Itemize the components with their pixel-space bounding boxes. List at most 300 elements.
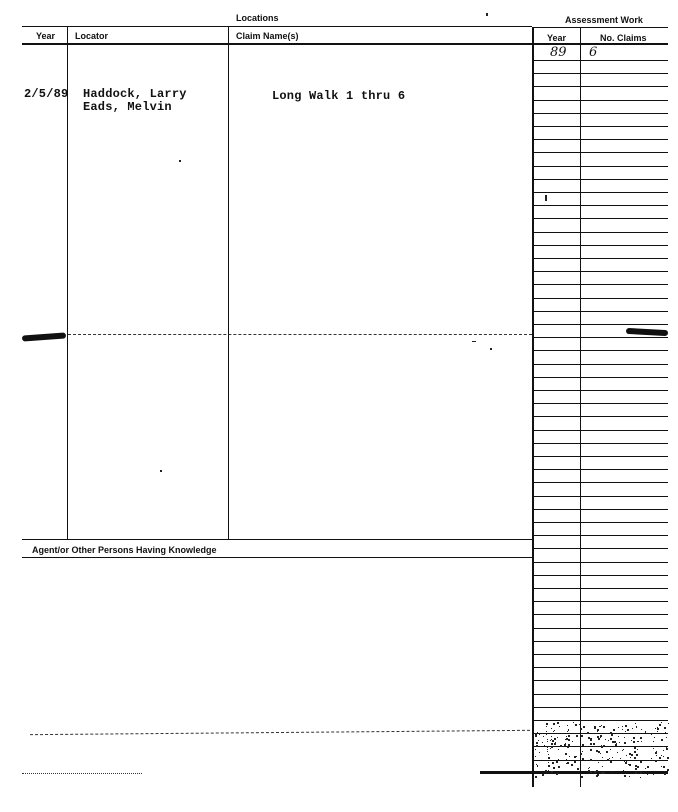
- noise-dot: [582, 758, 584, 760]
- noise-dot: [647, 766, 649, 768]
- noise-dot: [630, 757, 631, 758]
- assessment-row-line: [533, 205, 668, 206]
- noise-dot: [556, 773, 558, 775]
- assessment-year-claims-divider: [580, 27, 581, 787]
- noise-dot: [651, 758, 652, 759]
- noise-dot: [547, 739, 548, 740]
- noise-dot: [566, 759, 567, 760]
- assessment-year-column-header: Year: [547, 33, 567, 43]
- assessment-row-line: [533, 562, 668, 563]
- assessment-row-line: [533, 113, 668, 114]
- assessment-row-line: [533, 628, 668, 629]
- noise-dot: [640, 777, 641, 778]
- noise-dot: [625, 731, 626, 732]
- noise-dot: [553, 723, 555, 725]
- noise-dot: [635, 723, 636, 724]
- assessment-row-line: [533, 575, 668, 576]
- noise-dot: [582, 744, 584, 746]
- speck: [472, 341, 476, 342]
- noise-dot: [551, 743, 553, 745]
- noise-dot: [610, 761, 612, 763]
- noise-dot: [587, 732, 589, 734]
- noise-dot: [624, 737, 625, 738]
- noise-dot: [655, 752, 657, 754]
- assessment-row-line: [533, 416, 668, 417]
- noise-dot: [663, 766, 665, 768]
- noise-dot: [603, 726, 605, 728]
- noise-dot: [546, 731, 547, 732]
- noise-dot: [634, 747, 636, 749]
- noise-dot: [593, 743, 595, 745]
- noise-dot: [589, 767, 590, 768]
- noise-dot: [537, 732, 538, 733]
- locator-column-header: Locator: [75, 31, 109, 41]
- assessment-row-line: [533, 298, 668, 299]
- noise-dot: [565, 753, 567, 755]
- noise-dot: [653, 741, 654, 742]
- noise-dot: [542, 774, 544, 776]
- assessment-row-line: [533, 232, 668, 233]
- noise-dot: [567, 762, 569, 764]
- noise-dot: [590, 739, 592, 741]
- noise-dot: [665, 732, 666, 733]
- noise-dot: [597, 774, 599, 776]
- assessment-row-line: [533, 720, 668, 721]
- noise-dot: [614, 741, 616, 743]
- agent-section-label: Agent/or Other Persons Having Knowledge: [32, 545, 217, 555]
- locator-claim-divider: [228, 27, 229, 539]
- noise-dot: [597, 731, 598, 732]
- noise-dot: [602, 766, 603, 767]
- noise-dot: [661, 739, 663, 741]
- assessment-row-line: [533, 614, 668, 615]
- noise-dot: [583, 726, 585, 728]
- speck: [179, 160, 181, 162]
- noise-dot: [606, 751, 608, 753]
- noise-dot: [546, 723, 548, 725]
- assessment-row-line: [533, 350, 668, 351]
- assessment-row-line: [533, 641, 668, 642]
- noise-dot: [624, 742, 626, 744]
- assessment-row-line: [533, 311, 668, 312]
- noise-dot: [617, 752, 618, 753]
- noise-dot: [574, 756, 576, 758]
- assessment-row-line: [533, 218, 668, 219]
- assessment-row-line: [533, 667, 668, 668]
- noise-dot: [543, 736, 544, 737]
- noise-dot: [636, 754, 638, 756]
- assessment-row-line: [533, 509, 668, 510]
- assessment-row-line: [533, 86, 668, 87]
- noise-dot: [663, 756, 664, 757]
- noise-dot: [645, 768, 646, 769]
- noise-dot: [637, 741, 638, 742]
- noise-dot: [558, 749, 559, 750]
- noise-dot: [582, 733, 583, 734]
- noise-dot: [553, 767, 555, 769]
- noise-dot: [654, 737, 655, 738]
- assessment-row-line: [533, 73, 668, 74]
- header-top-rule: [22, 26, 532, 27]
- noise-dot: [612, 757, 613, 758]
- noise-dot: [631, 754, 633, 756]
- noise-dot: [568, 744, 570, 746]
- noise-dot: [546, 773, 547, 774]
- noise-dot: [551, 771, 553, 773]
- entry-date: 2/5/89: [24, 87, 69, 101]
- noise-dot: [609, 758, 610, 759]
- noise-dot: [546, 734, 547, 735]
- noise-dot: [645, 732, 646, 733]
- noise-dot: [565, 739, 566, 740]
- noise-dot: [664, 771, 665, 772]
- noise-dot: [626, 755, 627, 756]
- noise-dot: [611, 738, 612, 739]
- noise-dot: [551, 746, 553, 748]
- noise-dot: [598, 751, 600, 753]
- assessment-row-line: [533, 403, 668, 404]
- noise-dot: [567, 731, 568, 732]
- noise-dot: [629, 764, 631, 766]
- noise-dot: [590, 759, 592, 761]
- noise-dot: [548, 770, 549, 771]
- assessment-row-line: [533, 760, 668, 761]
- noise-dot: [657, 728, 659, 730]
- noise-dot: [664, 773, 666, 775]
- noise-dot: [637, 749, 638, 750]
- noise-dot: [542, 742, 543, 743]
- noise-dot: [576, 756, 577, 757]
- assessment-row-line: [533, 364, 668, 365]
- noise-dot: [625, 762, 627, 764]
- noise-dot: [651, 734, 652, 735]
- noise-dot: [650, 746, 651, 747]
- noise-dot: [548, 765, 550, 767]
- noise-dot: [535, 776, 537, 778]
- speck: [160, 470, 162, 472]
- noise-dot: [536, 742, 538, 744]
- noise-dot: [635, 772, 637, 774]
- noise-dot: [594, 726, 596, 728]
- bottom-dashed-line: [30, 730, 530, 735]
- noise-dot: [552, 740, 554, 742]
- assessment-row-line: [533, 284, 668, 285]
- noise-dot: [571, 764, 573, 766]
- noise-dot: [559, 726, 560, 727]
- noise-dot: [547, 751, 548, 752]
- noise-dot: [550, 748, 551, 749]
- noise-dot: [552, 762, 554, 764]
- noise-dot: [588, 737, 590, 739]
- assessment-row-line: [533, 535, 668, 536]
- noise-dot: [600, 726, 601, 727]
- noise-dot: [659, 724, 661, 726]
- locator-name-1: Haddock, Larry: [83, 87, 187, 101]
- noise-dot: [588, 768, 589, 769]
- assessment-row-line: [533, 430, 668, 431]
- noise-dot: [603, 772, 605, 774]
- assessment-row-line: [533, 271, 668, 272]
- noise-dot: [556, 761, 558, 763]
- noise-dot: [575, 724, 577, 726]
- noise-dot: [600, 753, 601, 754]
- footer-dashed-line: [22, 773, 142, 774]
- assessment-claims-value: 6: [589, 45, 598, 60]
- year-column-header: Year: [36, 31, 56, 41]
- noise-dot: [567, 725, 568, 726]
- noise-dot: [601, 725, 602, 726]
- noise-dot: [560, 745, 562, 747]
- assessment-row-line: [533, 139, 668, 140]
- noise-dot: [588, 770, 590, 772]
- noise-dot: [596, 770, 597, 771]
- middle-dashed-line: [68, 334, 532, 335]
- noise-dot: [619, 742, 620, 743]
- claim-names-column-header: Claim Name(s): [236, 31, 299, 41]
- noise-dot: [661, 755, 662, 756]
- noise-dot: [581, 776, 583, 778]
- noise-dot: [598, 738, 600, 740]
- assessment-work-header: Assessment Work: [565, 15, 643, 25]
- noise-dot: [623, 770, 624, 771]
- noise-dot: [553, 731, 554, 732]
- noise-dot: [547, 747, 548, 748]
- noise-dot: [620, 758, 621, 759]
- agent-label-rule: [22, 557, 532, 558]
- noise-dot: [568, 735, 570, 737]
- noise-dot: [638, 741, 639, 742]
- noise-dot: [566, 736, 567, 737]
- noise-dot: [568, 739, 570, 741]
- assessment-row-line: [533, 166, 668, 167]
- noise-dot: [667, 769, 669, 771]
- noise-dot: [565, 743, 566, 744]
- noise-dot: [551, 736, 552, 737]
- noise-dot: [572, 741, 573, 742]
- assessment-row-line: [533, 707, 668, 708]
- noise-dot: [661, 766, 662, 767]
- noise-dot: [625, 773, 626, 774]
- noise-dot: [545, 770, 547, 772]
- noise-dot: [616, 743, 617, 744]
- noise-dot: [551, 739, 552, 740]
- noise-dot: [657, 731, 658, 732]
- noise-dot: [580, 728, 582, 730]
- no-claims-column-header: No. Claims: [600, 33, 647, 43]
- noise-dot: [558, 766, 560, 768]
- noise-dot: [573, 722, 574, 723]
- noise-dot: [655, 728, 656, 729]
- right-bracket-mark: [626, 328, 668, 336]
- claim-assessment-divider: [532, 27, 534, 787]
- noise-dot: [618, 736, 619, 737]
- noise-dot: [664, 727, 666, 729]
- assessment-row-line: [533, 680, 668, 681]
- noise-dot: [558, 759, 559, 760]
- noise-dot: [535, 735, 537, 737]
- noise-dot: [610, 749, 611, 750]
- noise-dot: [557, 737, 558, 738]
- noise-dot: [539, 752, 540, 753]
- noise-dot: [629, 753, 631, 755]
- noise-dot: [631, 740, 632, 741]
- noise-dot: [612, 741, 614, 743]
- noise-dot: [569, 756, 570, 757]
- noise-dot: [535, 749, 536, 750]
- noise-dot: [564, 744, 566, 746]
- noise-dot: [567, 746, 569, 748]
- noise-dot: [590, 771, 592, 773]
- noise-dot: [544, 745, 545, 746]
- noise-dot: [547, 749, 548, 750]
- noise-dot: [548, 762, 549, 763]
- noise-dot: [625, 725, 627, 727]
- noise-dot: [580, 753, 582, 755]
- noise-dot: [548, 754, 549, 755]
- assessment-row-line: [533, 522, 668, 523]
- assessment-row-line: [533, 100, 668, 101]
- assessment-row-line: [533, 152, 668, 153]
- assessment-row-line: [533, 469, 668, 470]
- noise-dot: [656, 755, 657, 756]
- assessment-top-rule: [533, 27, 668, 28]
- noise-dot: [668, 723, 669, 724]
- left-bracket-mark: [22, 332, 66, 341]
- noise-dot: [637, 766, 639, 768]
- year-locator-divider: [67, 27, 68, 539]
- noise-dot: [661, 722, 662, 723]
- assessment-row-line: [533, 588, 668, 589]
- noise-dot: [622, 729, 623, 730]
- noise-dot: [595, 746, 596, 747]
- noise-dot: [597, 746, 598, 747]
- noise-dot: [554, 730, 555, 731]
- claim-name: Long Walk 1 thru 6: [272, 89, 406, 103]
- noise-dot: [636, 733, 637, 734]
- noise-dot: [539, 734, 540, 735]
- noise-dot: [581, 735, 583, 737]
- noise-dot: [582, 751, 583, 752]
- noise-dot: [554, 738, 556, 740]
- assessment-row-line: [533, 126, 668, 127]
- noise-dot: [594, 771, 596, 773]
- noise-dot: [607, 759, 609, 761]
- noise-dot: [611, 772, 612, 773]
- noise-dot: [546, 726, 547, 727]
- assessment-row-line: [533, 179, 668, 180]
- noise-dot: [653, 748, 654, 749]
- noise-dot: [600, 737, 601, 738]
- noise-dot: [550, 740, 551, 741]
- assessment-row-line: [533, 456, 668, 457]
- noise-dot: [653, 774, 654, 775]
- assessment-row-line: [533, 245, 668, 246]
- noise-dot: [634, 751, 636, 753]
- noise-dot: [599, 726, 600, 727]
- noise-dot: [548, 757, 550, 759]
- assessment-row-line: [533, 482, 668, 483]
- noise-dot: [632, 728, 633, 729]
- noise-dot: [655, 760, 657, 762]
- noise-dot: [659, 757, 661, 759]
- noise-dot: [603, 745, 605, 747]
- speck: [545, 195, 547, 201]
- noise-dot: [633, 741, 635, 743]
- noise-dot: [536, 745, 538, 747]
- noise-dot: [577, 768, 579, 770]
- assessment-row-line: [533, 192, 668, 193]
- noise-dot: [622, 726, 623, 727]
- assessment-row-line: [533, 601, 668, 602]
- noise-dot: [666, 748, 668, 750]
- noise-dot: [579, 724, 580, 725]
- noise-dot: [551, 728, 552, 729]
- noise-dot: [590, 749, 592, 751]
- noise-dot: [537, 766, 538, 767]
- noise-dot: [574, 761, 576, 763]
- noise-dot: [555, 742, 556, 743]
- header-bottom-rule: [22, 43, 668, 45]
- noise-dot: [635, 768, 637, 770]
- noise-dot: [666, 737, 667, 738]
- noise-dot: [557, 722, 559, 724]
- noise-dot: [629, 776, 630, 777]
- locator-name-2: Eads, Melvin: [83, 100, 172, 114]
- noise-dot: [641, 741, 642, 742]
- assessment-row-line: [533, 337, 668, 338]
- noise-dot: [663, 750, 664, 751]
- noise-dot: [622, 750, 623, 751]
- noise-dot: [568, 730, 569, 731]
- locations-header: Locations: [236, 13, 279, 23]
- noise-dot: [636, 727, 637, 728]
- noise-dot: [554, 743, 556, 745]
- noise-dot: [634, 757, 636, 759]
- noise-dot: [663, 746, 664, 747]
- noise-dot: [640, 737, 642, 739]
- assessment-row-line: [533, 324, 668, 325]
- noise-dot: [598, 762, 599, 763]
- noise-dot: [633, 737, 635, 739]
- noise-dot: [647, 774, 648, 775]
- noise-dot: [608, 740, 609, 741]
- noise-dot: [640, 761, 642, 763]
- assessment-row-line: [533, 733, 668, 734]
- speck: [490, 348, 492, 350]
- noise-dot: [602, 757, 603, 758]
- noise-dot: [535, 756, 536, 757]
- assessment-row-line: [533, 496, 668, 497]
- noise-dot: [611, 734, 613, 736]
- noise-dot: [610, 732, 612, 734]
- noise-dot: [623, 749, 624, 750]
- noise-dot: [547, 741, 548, 742]
- assessment-row-line: [533, 694, 668, 695]
- noise-dot: [538, 740, 539, 741]
- noise-dot: [576, 735, 578, 737]
- assessment-row-line: [533, 654, 668, 655]
- assessment-row-line: [533, 443, 668, 444]
- noise-dot: [613, 729, 615, 731]
- assessment-year-value: 89: [550, 45, 567, 60]
- assessment-row-line: [533, 548, 668, 549]
- assessment-row-line: [533, 258, 668, 259]
- table-bottom-rule: [22, 539, 532, 540]
- noise-dot: [618, 727, 619, 728]
- noise-dot: [590, 743, 592, 745]
- noise-dot: [640, 772, 642, 774]
- speck: [486, 13, 488, 16]
